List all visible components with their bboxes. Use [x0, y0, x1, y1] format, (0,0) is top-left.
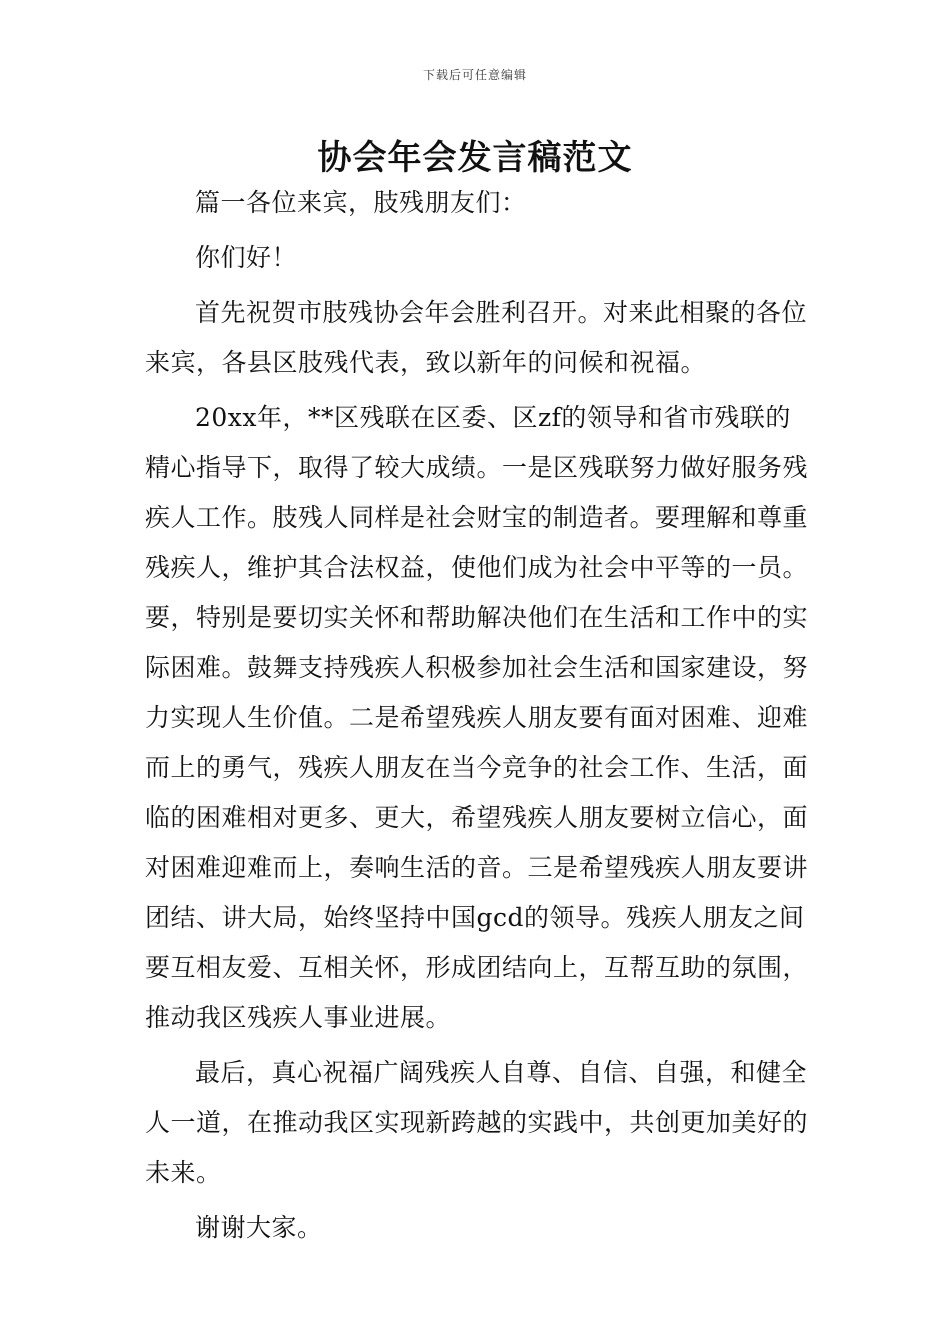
- opening-paragraph: 首先祝贺市肢残协会年会胜利召开。对来此相聚的各位来宾，各县区肢残代表，致以新年的问候和祝福。: [145, 298, 808, 377]
- greeting-paragraph: 你们好！: [195, 243, 298, 272]
- main-paragraph: 20xx年，**区残联在区委、区zf的领导和省市残联的精心指导下，取得了较大成绩。一是区残联努力做好服务残疾人工作。肢残人同样是社会财宝的制造者。要理解和尊重残疾人，维护其合法权益，使他们成为社会中平等的一员。要，特别是要切实关怀和帮助解决他们在生活和工作中的实际困难。鼓舞支持残疾人积极参加社会生活和国家建设，努力实现人生价值。二是希望残疾人朋友要有面对困难、迎难而上的勇气，残疾人朋友在当今竞争的社会工作、生活，面临的困难相对更多、更大，希望残疾人朋友要树立信心，面对困难迎难而上，奏响生活的音。三是希望残疾人朋友要讲团结、讲大局，始终坚持中国gcd的领导。残疾人朋友之间要互相友爱、互相关怀，形成团结向上，互帮互助的氛围，推动我区残疾人事业进展。: [145, 403, 809, 1032]
- closing-paragraph: 最后，真心祝福广阔残疾人自尊、自信、自强，和健全人一道，在推动我区实现新跨越的实践中，共创更加美好的未来。: [145, 1058, 809, 1187]
- document-body: [145, 178, 810, 1253]
- salutation-paragraph: 篇一各位来宾，肢残朋友们：: [195, 188, 527, 217]
- header-note: 下载后可任意编辑: [422, 68, 527, 82]
- document-title: 协会年会发言稿范文: [317, 138, 633, 178]
- thanks-paragraph: 谢谢大家。: [195, 1213, 323, 1242]
